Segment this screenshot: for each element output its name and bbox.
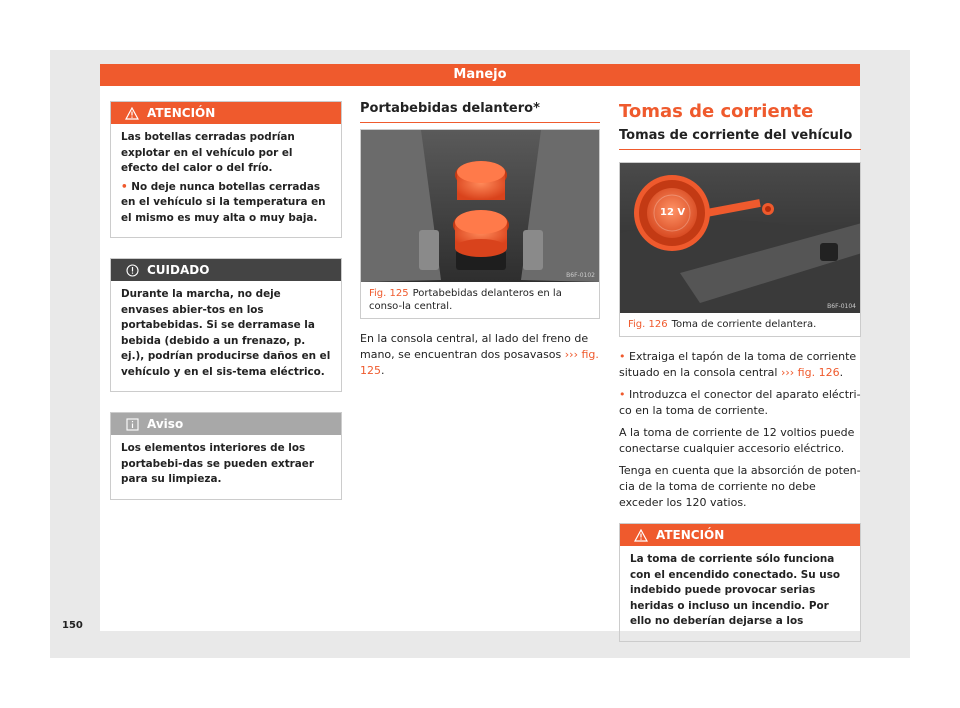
socket-label: 12 V: [660, 207, 686, 218]
warning-body: [111, 124, 341, 237]
info-icon: [125, 417, 139, 431]
warning-triangle-icon: [634, 528, 648, 542]
chapter-header: Manejo: [100, 64, 860, 86]
figure-caption-text: Toma de corriente delantera.: [671, 319, 817, 330]
note-text: Los elementos interiores de los portabebi-das se pueden extraer para su limpieza.: [121, 442, 314, 485]
list-item-text: Extraiga el tapón de la toma de corriente situado en la consola central: [619, 350, 857, 379]
warning-box: [619, 523, 861, 642]
figure-number: Fig. 125: [369, 288, 409, 299]
cupholder-photo: [361, 130, 599, 282]
section-title: Portabebidas delantero*: [360, 101, 540, 116]
warning-text: Las botellas cerradas podrían explotar en el vehículo por el efecto del calor o del frío.: [121, 131, 295, 174]
caution-text: Durante la marcha, no deje envases abier-tos en los portabebidas. Si se derramase la bebida (debido a un frenazo, p. ej.), podrían producirse daños en el vehículo y en el sis-tema eléctrico.: [121, 288, 331, 378]
paragraph-text: En la consola central, al lado del freno de mano, se encuentran dos posavasos: [360, 332, 589, 361]
figure-caption: [361, 282, 599, 318]
figure-number: Fig. 126: [628, 319, 668, 330]
figure-code: B6F-0104: [827, 303, 856, 310]
list-item: [619, 387, 861, 419]
bullet-icon: •: [121, 180, 128, 193]
warning-body: [620, 546, 860, 641]
list-item: [619, 349, 861, 381]
paragraph-end: .: [381, 364, 385, 377]
power-socket-photo: [620, 163, 860, 313]
subtitle-rule: [619, 149, 861, 150]
middle-column: [360, 101, 600, 385]
figure-code: B6F-0102: [566, 272, 595, 279]
caution-box: [110, 258, 342, 392]
page-number: 150: [62, 620, 83, 631]
warning-bullet-text: No deje nunca botellas cerradas en el vehículo si la temperatura en el mismo es muy alta o muy baja.: [121, 180, 326, 224]
figure-reference-link[interactable]: ››› fig. 125: [360, 348, 599, 377]
figure-reference-link[interactable]: ››› fig. 126: [780, 366, 840, 379]
left-column: [110, 101, 342, 520]
caution-title: CUIDADO: [147, 263, 210, 277]
note-body: [111, 435, 341, 499]
note-title: Aviso: [147, 417, 184, 431]
figure-caption-text: Portabebidas delanteros en la conso-la central.: [369, 288, 562, 312]
list-item-end: .: [839, 366, 844, 379]
caution-body: [111, 281, 341, 391]
warning-text: La toma de corriente sólo funciona con el encendido conectado. Su uso indebido puede provocar serias heridas o incluso un incendio. Por ello no deberían dejarse a los: [630, 553, 841, 627]
bullet-icon: •: [619, 388, 626, 401]
paragraph: [360, 331, 600, 379]
bullet-icon: •: [619, 350, 626, 363]
warning-box-header: [620, 524, 860, 546]
figure-126: [619, 162, 861, 337]
warning-title: ATENCIÓN: [656, 528, 725, 542]
middle-paragraph: [360, 331, 600, 379]
warning-triangle-icon: [125, 106, 139, 120]
warning-box: [110, 101, 342, 238]
warning-box-header: [111, 102, 341, 124]
figure-125: [360, 129, 600, 319]
note-box: [110, 412, 342, 500]
note-box-header: [111, 413, 341, 435]
title-rule: [360, 122, 600, 123]
paragraph: A la toma de corriente de 12 voltios puede conectarse cualquier accesorio eléctrico.: [619, 426, 855, 455]
warning-title: ATENCIÓN: [147, 106, 216, 120]
section-subtitle: Tomas de corriente del vehículo: [619, 128, 853, 143]
figure-caption: [620, 313, 860, 336]
right-column: [619, 101, 861, 662]
warning-bullet-item: [121, 180, 331, 227]
right-body: [619, 349, 861, 511]
caution-box-header: [111, 259, 341, 281]
list-item-text: Introduzca el conector del aparato eléctri-co en la toma de corriente.: [619, 388, 861, 417]
paragraph: Tenga en cuenta que la absorción de poten-cia de la toma de corriente no debe exceder los 120 vatios.: [619, 464, 861, 509]
chapter-title: Tomas de corriente: [619, 101, 814, 122]
caution-circle-icon: [125, 263, 139, 277]
